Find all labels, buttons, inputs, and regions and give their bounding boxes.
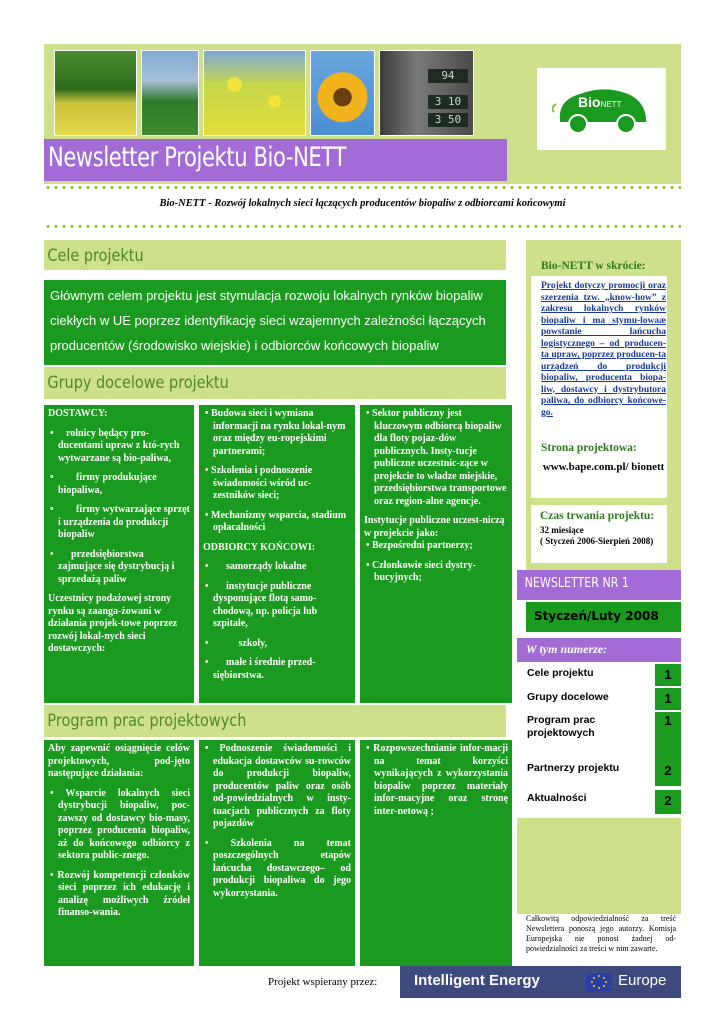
list-item: • Bezpośredni partnerzy; xyxy=(366,540,473,551)
newsletter-number-bar xyxy=(517,570,681,600)
section-header-program xyxy=(44,705,506,737)
list-item: • Rozpowszechnianie infor-macji na temat korzyści wynikających z wykorzystania biopaliw poprzez materiały infor-macyjne oraz stronę inter-netową ; xyxy=(366,743,508,817)
toc-item[interactable]: Program prac projektowych 1 xyxy=(526,712,681,754)
forest-photo xyxy=(141,50,198,136)
fuel-pump-photo xyxy=(379,50,474,136)
toc-title: W tym numerze: xyxy=(526,642,608,656)
divider xyxy=(44,225,681,228)
list-item: • Podnoszenie świadomości i edukacja dostawców su-rowców do produkcji biopaliw, producentów paliw oraz osób od-powiedzialnych w insty-tuacjach publicznych za floty pojazdów xyxy=(205,743,351,829)
list-item: • Sektor publiczny jest kluczowym odbiorcą biopaliw dla floty pojaz-dów publicznych. Insty-tucje publiczne uczestnic-zące w projekcie to władze miejskie, przedsiębiorstwa transportowe oraz region-alne agencje. xyxy=(366,408,507,507)
divider xyxy=(44,186,681,189)
section-title: Program prac projektowych xyxy=(47,711,247,731)
disclaimer: Całkowitą odpowiedzialność za treść Newslettera ponoszą jego autorzy. Komisja Europejska nie ponosi żadnej od-powiedzialności za treści w nim zawarte. xyxy=(526,914,676,953)
supported-by: Projekt wspierany przez: xyxy=(268,976,378,988)
toc-header xyxy=(517,638,681,662)
eu-flag-icon xyxy=(586,973,612,991)
toc-item[interactable]: Grupy docelowe 1 xyxy=(526,688,681,708)
toc-item[interactable]: Aktualności 2 xyxy=(526,790,681,816)
list-item: • instytucje publiczne dysponujące flotą samo-chodową, np. policja lub szpitale, xyxy=(205,580,318,629)
list-item: • firmy wytwarzające sprzęt i urządzenia do produkcji biopaliw xyxy=(50,504,190,540)
list-item: • Mechanizmy wsparcia, stadium opłacalności xyxy=(205,509,347,533)
program-col-2 xyxy=(199,740,355,966)
rapeseed-photo xyxy=(203,50,306,136)
pump-price: 94 xyxy=(428,69,468,83)
brief-title: Bio-NETT w skrócie: xyxy=(541,260,646,272)
issue-date-bar xyxy=(526,602,681,632)
section-header-target-groups xyxy=(44,367,506,399)
project-subtitle: Bio-NETT - Rozwój lokalnych sieci łączących producentów biopaliw z odbiorcami końcowymi xyxy=(159,198,566,209)
col-text: Instytucje publiczne uczest-niczą w projekcie jako: xyxy=(364,515,505,539)
duration-months: 32 miesiące xyxy=(540,525,584,535)
site-url[interactable]: www.bape.com.pl/ bionett xyxy=(542,461,665,473)
duration-title: Czas trwania projektu: xyxy=(540,510,655,522)
section-header-goals xyxy=(44,240,506,270)
list-item: • rolnicy będący pro-ducentami upraw z któ-rych wytwarzane są bio-paliwa, xyxy=(50,427,180,464)
col-footer: Uczestnicy podażowej strony rynku są zaanga-żowani w działania projek-towe poprzez rozwój lokal-nych sieci dostawczych: xyxy=(48,593,178,654)
list-item: • małe i średnie przed-siębiorstwa. xyxy=(205,657,316,681)
list-item: • Szkolenia na temat poszczególnych etapów łańcucha dostawczego– od produkcji biopaliwa do jego wykorzystania. xyxy=(205,837,351,899)
target-col-actions xyxy=(199,405,355,703)
bionett-logo: BioNETT xyxy=(578,94,622,110)
brief-link[interactable]: Projekt dotyczy promocji oraz szerzenia tzw. „know-how” z zakresu lokalnych rynków biopaliw i ma stymu-lowaæ powstanie łańcucha logistycznego – od producen-ta upraw, poprzez producen-ta urządzeń do produkcji biopaliw, producenta biopa-liw, dostawcy i dystrybutora paliwa, do odbiorcy końcowe-go. xyxy=(541,281,666,418)
list-item: • Rozwój kompetencji członków sieci poprzez ich edukację i analizę możliwych źródeł finanso-wania. xyxy=(50,869,190,918)
program-col-3 xyxy=(360,740,512,966)
duration-range: ( Styczeń 2006-Sierpień 2008) xyxy=(540,536,654,546)
target-col-suppliers xyxy=(44,405,194,703)
list-item: • przedsiębiorstwa zajmujące się dystrybucją i sprzedażą paliw xyxy=(50,548,175,585)
newsletter-number: NEWSLETTER NR 1 xyxy=(524,576,629,591)
site-title: Strona projektowa: xyxy=(541,442,637,454)
col-title: ODBIORCY KOŃCOWI: xyxy=(203,541,316,553)
sidebar-spacer xyxy=(517,818,681,914)
target-col-public-sector xyxy=(360,405,512,703)
header-photo-strip xyxy=(54,50,474,136)
col-title: DOSTAWCY: xyxy=(48,408,108,419)
toc-item[interactable]: Partnerzy projektu 2 xyxy=(526,760,681,790)
list-item: • firmy produkujące biopaliwa, xyxy=(50,472,157,496)
list-item: • Budowa sieci i wymiana informacji na rynku lokal-nym oraz między eu-ropejskimi partnerami; xyxy=(205,408,346,457)
list-item: • Wsparcie lokalnych sieci dystrybucji biopaliw, poc-zawszy od dostawcy bio-masy, poprzez producenta biopaliw, aż do końcowego odbiorcy z sektora public-znego. xyxy=(50,787,190,861)
program-col-1 xyxy=(44,740,194,966)
newsletter-title: Newsletter Projektu Bio-NETT xyxy=(48,142,346,173)
section-title: Cele projektu xyxy=(47,246,144,266)
col-intro: Aby zapewnić osiągnięcie celów projektowych, pod-jęto następujące działania: xyxy=(48,743,190,779)
toc-item[interactable]: Cele projektu 1 xyxy=(526,664,681,684)
field-photo xyxy=(54,50,137,136)
sunflower-photo xyxy=(310,50,375,136)
list-item: • Członkowie sieci dystry-bucyjnych; xyxy=(366,559,476,583)
goals-text: Głównym celem projektu jest stymulacja rozwoju lokalnych rynków biopaliw ciekłych w UE poprzez identyfikację sieci wzajemnych zależności łączących producentów (środowisko wiejskie) i odbiorców końcowych biopaliw xyxy=(44,280,506,365)
list-item: • samorządy lokalne xyxy=(205,561,307,572)
pump-price: 3 10 xyxy=(428,95,468,109)
section-title: Grupy docelowe projektu xyxy=(47,373,229,393)
pump-price: 3 50 xyxy=(428,113,468,127)
list-item: • Szkolenia i podnoszenie świadomości wśród uc-zestników sieci; xyxy=(205,465,313,501)
issue-date: Styczeń/Luty 2008 xyxy=(534,609,659,623)
list-item: • szkoły, xyxy=(205,637,268,649)
intelligent-energy-logo: Intelligent Energy Europe xyxy=(400,966,681,998)
